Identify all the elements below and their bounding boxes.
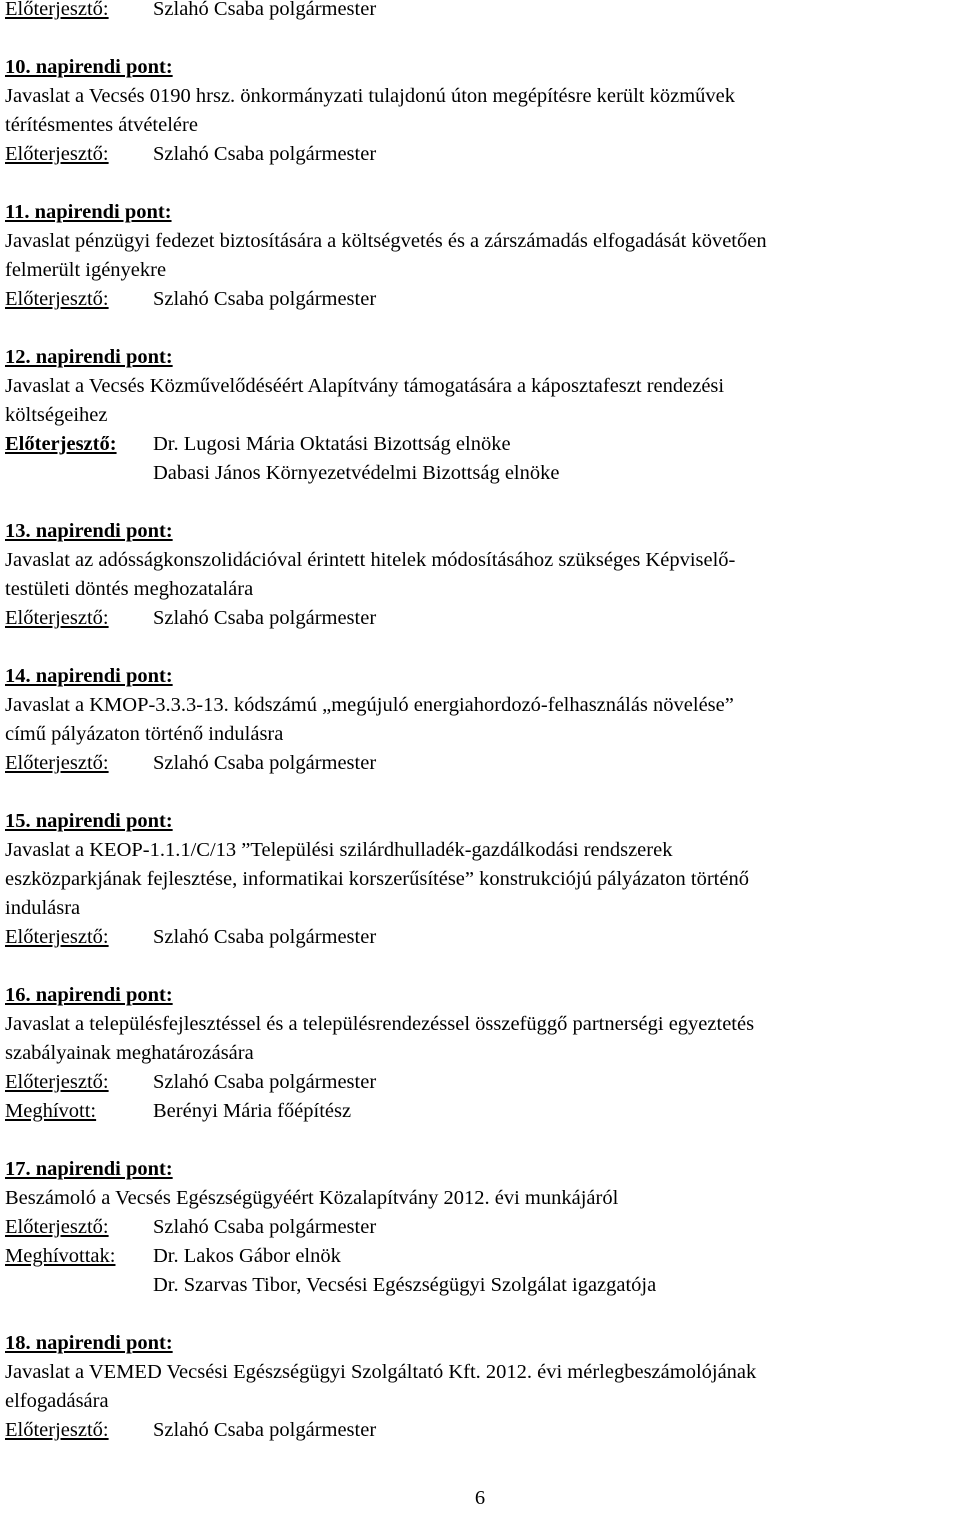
presenter-name: Szlahó Csaba polgármester	[153, 752, 377, 774]
presenter-name: Szlahó Csaba polgármester	[153, 288, 377, 310]
presenter-name: Szlahó Csaba polgármester	[153, 926, 377, 948]
presenter-label: Előterjesztő:	[5, 0, 109, 20]
agenda-item-18	[5, 1329, 956, 1445]
agenda-item-15	[5, 807, 956, 952]
presenter-row	[5, 430, 956, 459]
presenter-row	[5, 1068, 956, 1097]
invited-row	[5, 1097, 956, 1126]
presenter-row	[5, 140, 956, 169]
presenter-row	[5, 285, 956, 314]
agenda-item-title: Javaslat az adósságkonszolidációval érintett hitelek módosításához szükséges Képviselő- testületi döntés meghozatalára	[5, 549, 736, 600]
presenter-label: Előterjesztő:	[5, 1216, 109, 1238]
presenter-row	[5, 923, 956, 952]
presenter-name: Szlahó Csaba polgármester	[153, 1216, 377, 1238]
agenda-item-title: Javaslat pénzügyi fedezet biztosítására a költségvetés és a zárszámadás elfogadását követően felmerült igényekre	[5, 230, 767, 281]
agenda-item-title: Javaslat a KMOP-3.3.3-13. kódszámú „megújuló energiahordozó-felhasználás növelése” című pályázaton történő indulásra	[5, 694, 734, 745]
agenda-item-heading: 16. napirendi pont:	[5, 984, 173, 1006]
agenda-item-title: Javaslat a Vecsés 0190 hrsz. önkormányzati tulajdonú úton megépítésre került közművek térítésmentes átvételére	[5, 85, 736, 136]
agenda-item-title: Javaslat a Vecsés Közművelődéséért Alapítvány támogatására a káposztafeszt rendezési költségeihez	[5, 375, 725, 426]
agenda-item-10	[5, 53, 956, 169]
agenda-item-heading: 17. napirendi pont:	[5, 1158, 173, 1180]
presenter-row	[5, 749, 956, 778]
presenter-row	[5, 1416, 956, 1445]
invited-name: Dr. Lakos Gábor elnök	[153, 1245, 341, 1267]
agenda-item-title: Javaslat a KEOP-1.1.1/C/13 ”Települési szilárdhulladék-gazdálkodási rendszerek eszközparkjának fejlesztése, informatikai korszerűsítése” konstrukciójú pályázaton történő indulásra	[5, 839, 749, 919]
presenter-name: Szlahó Csaba polgármester	[153, 143, 377, 165]
invited-name-secondary: Dr. Szarvas Tibor, Vecsési Egészségügyi Szolgálat igazgatója	[153, 1274, 657, 1296]
invited-row	[5, 1242, 956, 1271]
presenter-label: Előterjesztő:	[5, 1419, 109, 1441]
agenda-item-13	[5, 517, 956, 633]
agenda-item-11	[5, 198, 956, 314]
presenter-name-secondary: Dabasi János Környezetvédelmi Bizottság elnöke	[153, 462, 560, 484]
agenda-item-16	[5, 981, 956, 1126]
agenda-item-heading: 18. napirendi pont:	[5, 1332, 173, 1354]
presenter-label: Előterjesztő:	[5, 1071, 109, 1093]
agenda-item-heading: 13. napirendi pont:	[5, 520, 173, 542]
presenter-label: Előterjesztő:	[5, 143, 109, 165]
presenter-name: Szlahó Csaba polgármester	[153, 0, 377, 20]
agenda-item-title: Beszámoló a Vecsés Egészségügyéért Közalapítvány 2012. évi munkájáról	[5, 1187, 619, 1209]
agenda-item-12	[5, 343, 956, 488]
agenda-item-heading: 12. napirendi pont:	[5, 346, 173, 368]
agenda-item-heading: 10. napirendi pont:	[5, 56, 173, 78]
presenter-label: Előterjesztő:	[5, 752, 109, 774]
agenda-item-title: Javaslat a VEMED Vecsési Egészségügyi Szolgáltató Kft. 2012. évi mérlegbeszámolójának elfogadására	[5, 1361, 757, 1412]
agenda-item-heading: 11. napirendi pont:	[5, 201, 172, 223]
invited-label: Meghívott:	[5, 1100, 97, 1122]
agenda-item-heading: 15. napirendi pont:	[5, 810, 173, 832]
agenda-item-17	[5, 1155, 956, 1300]
invited-label: Meghívottak:	[5, 1245, 116, 1267]
presenter-label: Előterjesztő:	[5, 926, 109, 948]
document-page	[5, 0, 956, 1445]
invited-name: Berényi Mária főépítész	[153, 1100, 352, 1122]
presenter-name: Dr. Lugosi Mária Oktatási Bizottság elnöke	[153, 433, 511, 455]
presenter-row	[5, 604, 956, 633]
page-number: 6	[474, 1487, 486, 1509]
presenter-label: Előterjesztő:	[5, 288, 109, 310]
agenda-item-14	[5, 662, 956, 778]
presenter-name: Szlahó Csaba polgármester	[153, 607, 377, 629]
presenter-row	[5, 0, 956, 24]
agenda-item-heading: 14. napirendi pont:	[5, 665, 173, 687]
presenter-label: Előterjesztő:	[5, 433, 117, 455]
presenter-name: Szlahó Csaba polgármester	[153, 1419, 377, 1441]
presenter-name: Szlahó Csaba polgármester	[153, 1071, 377, 1093]
presenter-label: Előterjesztő:	[5, 607, 109, 629]
agenda-item-title: Javaslat a településfejlesztéssel és a településrendezéssel összefüggő partnerségi egyeztetés szabályainak meghatározására	[5, 1013, 755, 1064]
presenter-row	[5, 1213, 956, 1242]
